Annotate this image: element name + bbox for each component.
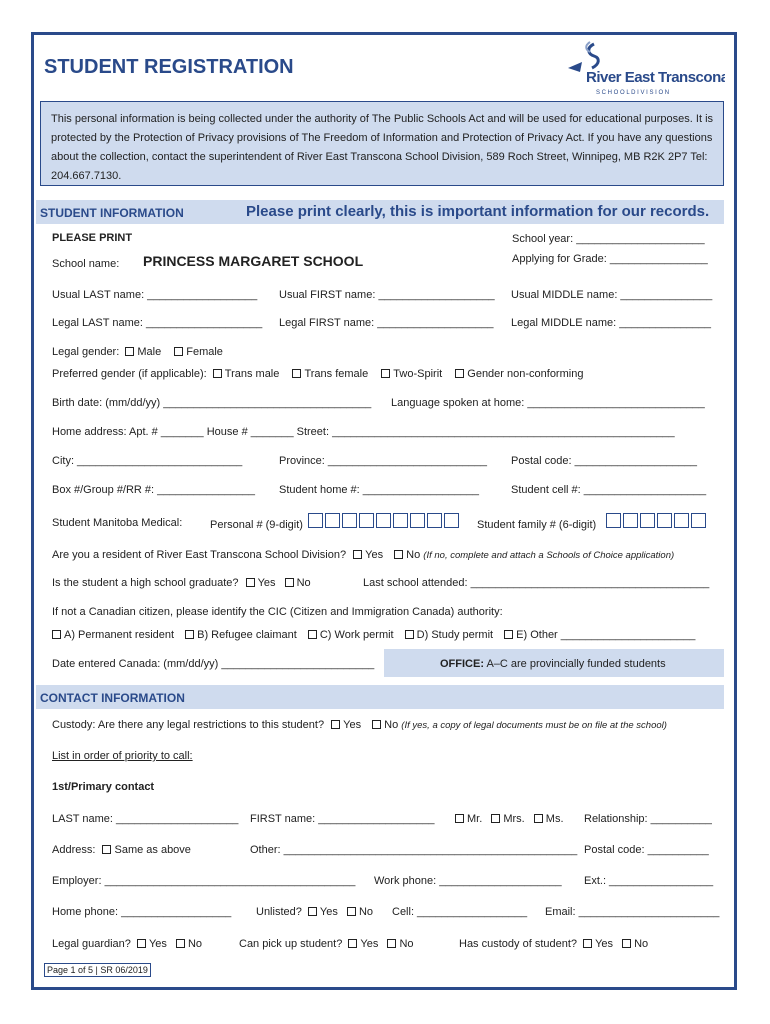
custody-note: (If yes, a copy of legal documents must be on file at the school)	[401, 720, 667, 731]
cic-d-checkbox[interactable]	[405, 630, 414, 639]
family-number-boxes[interactable]	[606, 513, 708, 528]
trans-male-label: Trans male	[224, 368, 280, 380]
unlisted-no-label: No	[358, 906, 373, 918]
resident-no-label: No	[406, 549, 421, 561]
contact-last-name-field[interactable]: LAST name: ____________________	[52, 813, 239, 825]
other-address-field[interactable]: Other: ________________________________________________	[250, 844, 578, 856]
legal-middle-name-field[interactable]: Legal MIDDLE name: _______________	[511, 317, 711, 329]
school-name-label: School name:	[52, 258, 120, 270]
personal-number-label: Personal # (9-digit)	[210, 519, 303, 531]
contact-first-name-field[interactable]: FIRST name: ___________________	[250, 813, 435, 825]
legal-gender-row	[52, 346, 223, 358]
digit-box[interactable]	[359, 513, 374, 528]
birth-date-field[interactable]: Birth date: (mm/dd/yy) __________________________________	[52, 397, 372, 409]
has-custody-no-checkbox[interactable]	[622, 939, 631, 948]
guardian-no-checkbox[interactable]	[176, 939, 185, 948]
custody-of-student-row	[459, 938, 648, 950]
privacy-notice: This personal information is being collected under the authority of The Public Schools Act and will be used for educational purposes. It is protected by the Protection of Privacy provisions of The Freedom of Information and Protection of Privacy Act. If you have any questions about the collection, contact the superintendent of River East Transcona School Division, 589 Roch Street, Winnipeg, MB R2K 2P7 Tel: 204.667.7130.	[40, 101, 724, 186]
last-school-field[interactable]: Last school attended: _______________________________________	[363, 577, 710, 589]
same-as-above-label: Same as above	[114, 844, 191, 856]
gender-nc-checkbox[interactable]	[455, 369, 464, 378]
pickup-no-label: No	[399, 938, 414, 950]
digit-box[interactable]	[640, 513, 655, 528]
guardian-yes-checkbox[interactable]	[137, 939, 146, 948]
email-field[interactable]: Email: _______________________	[545, 906, 720, 918]
male-label: Male	[137, 346, 162, 358]
unlisted-row	[256, 906, 373, 918]
custody-row	[52, 719, 667, 731]
address-row	[52, 844, 191, 856]
digit-box[interactable]	[427, 513, 442, 528]
same-as-above-checkbox[interactable]	[102, 845, 111, 854]
school-year-field[interactable]: School year: _____________________	[512, 233, 705, 245]
cic-a-label: A) Permanent resident	[64, 629, 175, 641]
digit-box[interactable]	[308, 513, 323, 528]
cic-options-row	[52, 629, 695, 641]
resident-row	[52, 549, 674, 561]
office-note	[440, 658, 666, 670]
resident-question: Are you a resident of River East Transcona School Division?	[52, 549, 347, 561]
pickup-no-checkbox[interactable]	[387, 939, 396, 948]
logo-sub-text: S C H O O L D I V I S I O N	[596, 90, 670, 96]
custody-yes-label: Yes	[343, 719, 362, 731]
female-checkbox[interactable]	[174, 347, 183, 356]
usual-first-name-field[interactable]: Usual FIRST name: ___________________	[279, 289, 495, 301]
cic-question: If not a Canadian citizen, please identify the CIC (Citizen and Immigration Canada) authority:	[52, 606, 503, 618]
manitoba-medical-label: Student Manitoba Medical:	[52, 517, 183, 529]
has-custody-label: Has custody of student?	[459, 938, 578, 950]
gender-nc-label: Gender non-conforming	[467, 368, 584, 380]
custody-question: Custody: Are there any legal restrictions to this student?	[52, 719, 325, 731]
address-label: Address:	[52, 844, 96, 856]
school-division-logo	[560, 38, 725, 98]
legal-gender-label: Legal gender:	[52, 346, 120, 358]
custody-no-label: No	[384, 719, 399, 731]
cic-c-label: C) Work permit	[319, 629, 394, 641]
digit-box[interactable]	[376, 513, 391, 528]
cic-d-label: D) Study permit	[416, 629, 494, 641]
cic-a-checkbox[interactable]	[52, 630, 61, 639]
mr-checkbox[interactable]	[455, 814, 464, 823]
unlisted-no-checkbox[interactable]	[347, 907, 356, 916]
student-cell-field[interactable]: Student cell #: ____________________	[511, 484, 707, 496]
digit-box[interactable]	[674, 513, 689, 528]
relationship-field[interactable]: Relationship: __________	[584, 813, 712, 825]
unlisted-label: Unlisted?	[256, 906, 302, 918]
digit-box[interactable]	[342, 513, 357, 528]
graduate-no-label: No	[296, 577, 311, 589]
has-custody-no-label: No	[634, 938, 649, 950]
digit-box[interactable]	[393, 513, 408, 528]
priority-instructions: List in order of priority to call:	[52, 750, 193, 762]
digit-box[interactable]	[410, 513, 425, 528]
province-field[interactable]: Province: __________________________	[279, 455, 487, 467]
two-spirit-label: Two-Spirit	[393, 368, 443, 380]
mrs-checkbox[interactable]	[491, 814, 500, 823]
ms-checkbox[interactable]	[534, 814, 543, 823]
guardian-yes-label: Yes	[148, 938, 167, 950]
trans-female-label: Trans female	[304, 368, 369, 380]
resident-yes-label: Yes	[365, 549, 384, 561]
preferred-gender-row	[52, 368, 583, 380]
pickup-label: Can pick up student?	[239, 938, 343, 950]
preferred-gender-label: Preferred gender (if applicable):	[52, 368, 207, 380]
usual-middle-name-field[interactable]: Usual MIDDLE name: _______________	[511, 289, 713, 301]
contact-info-heading: CONTACT INFORMATION	[40, 691, 185, 705]
resident-no-checkbox[interactable]	[394, 550, 403, 559]
home-address-field[interactable]: Home address: Apt. # _______ House # _______ Street: ________________________________________________________	[52, 426, 675, 438]
graduate-yes-checkbox[interactable]	[246, 578, 255, 587]
home-phone-field[interactable]: Home phone: __________________	[52, 906, 232, 918]
graduate-row	[52, 577, 311, 589]
unlisted-yes-checkbox[interactable]	[308, 907, 317, 916]
work-phone-field[interactable]: Work phone: ____________________	[374, 875, 562, 887]
custody-no-checkbox[interactable]	[372, 720, 381, 729]
guardian-no-label: No	[187, 938, 203, 950]
title-options	[455, 813, 564, 825]
mr-label: Mr.	[467, 813, 483, 825]
personal-number-boxes[interactable]	[308, 513, 461, 528]
cic-b-label: B) Refugee claimant	[197, 629, 297, 641]
postal-code-field[interactable]: Postal code: ____________________	[511, 455, 697, 467]
page-footer: Page 1 of 5 | SR 06/2019	[44, 963, 151, 977]
digit-box[interactable]	[623, 513, 638, 528]
unlisted-yes-label: Yes	[319, 906, 338, 918]
female-label: Female	[186, 346, 223, 358]
school-name-value: PRINCESS MARGARET SCHOOL	[143, 253, 364, 269]
pickup-yes-label: Yes	[360, 938, 379, 950]
office-note-text: A–C are provincially funded students	[484, 658, 666, 670]
pickup-row	[239, 938, 414, 950]
digit-box[interactable]	[691, 513, 706, 528]
cic-b-checkbox[interactable]	[185, 630, 194, 639]
graduate-question: Is the student a high school graduate?	[52, 577, 239, 589]
cic-e-label: E) Other ______________________	[516, 629, 696, 641]
family-number-label: Student family # (6-digit)	[477, 519, 597, 531]
city-field[interactable]: City: ___________________________	[52, 455, 243, 467]
has-custody-yes-checkbox[interactable]	[583, 939, 592, 948]
cic-e-checkbox[interactable]	[504, 630, 513, 639]
graduate-no-checkbox[interactable]	[285, 578, 294, 587]
digit-box[interactable]	[444, 513, 459, 528]
mrs-label: Mrs.	[503, 813, 525, 825]
office-note-bold: OFFICE:	[440, 658, 484, 670]
pickup-yes-checkbox[interactable]	[348, 939, 357, 948]
employer-field[interactable]: Employer: _________________________________________	[52, 875, 356, 887]
box-rr-field[interactable]: Box #/Group #/RR #: ________________	[52, 484, 256, 496]
legal-last-name-field[interactable]: Legal LAST name: ___________________	[52, 317, 263, 329]
student-home-phone-field[interactable]: Student home #: ___________________	[279, 484, 480, 496]
print-clearly-note: Please print clearly, this is important information for our records.	[246, 203, 710, 220]
two-spirit-checkbox[interactable]	[381, 369, 390, 378]
language-field[interactable]: Language spoken at home: _____________________________	[391, 397, 705, 409]
ms-label: Ms.	[545, 813, 564, 825]
digit-box[interactable]	[657, 513, 672, 528]
male-checkbox[interactable]	[125, 347, 134, 356]
resident-yes-checkbox[interactable]	[353, 550, 362, 559]
graduate-yes-label: Yes	[257, 577, 276, 589]
please-print-label: PLEASE PRINT	[52, 232, 133, 244]
cic-c-checkbox[interactable]	[308, 630, 317, 639]
date-entered-canada-field[interactable]: Date entered Canada: (mm/dd/yy) _________________________	[52, 658, 375, 670]
applying-grade-field[interactable]: Applying for Grade: ________________	[512, 253, 708, 265]
legal-guardian-row	[52, 938, 202, 950]
trans-male-checkbox[interactable]	[213, 369, 222, 378]
form-title: STUDENT REGISTRATION	[44, 56, 294, 78]
legal-first-name-field[interactable]: Legal FIRST name: ___________________	[279, 317, 494, 329]
trans-female-checkbox[interactable]	[292, 369, 301, 378]
digit-box[interactable]	[606, 513, 621, 528]
usual-last-name-field[interactable]: Usual LAST name: __________________	[52, 289, 258, 301]
has-custody-yes-label: Yes	[595, 938, 614, 950]
logo-main-text: River East Transcona	[586, 69, 725, 86]
digit-box[interactable]	[325, 513, 340, 528]
student-info-heading: STUDENT INFORMATION	[40, 206, 184, 220]
primary-contact-heading: 1st/Primary contact	[52, 781, 155, 793]
resident-note: (If no, complete and attach a Schools of Choice application)	[423, 550, 675, 561]
extension-field[interactable]: Ext.: _________________	[584, 875, 714, 887]
cell-field[interactable]: Cell: __________________	[392, 906, 528, 918]
custody-yes-checkbox[interactable]	[331, 720, 340, 729]
contact-postal-field[interactable]: Postal code: __________	[584, 844, 709, 856]
legal-guardian-label: Legal guardian?	[52, 938, 131, 950]
